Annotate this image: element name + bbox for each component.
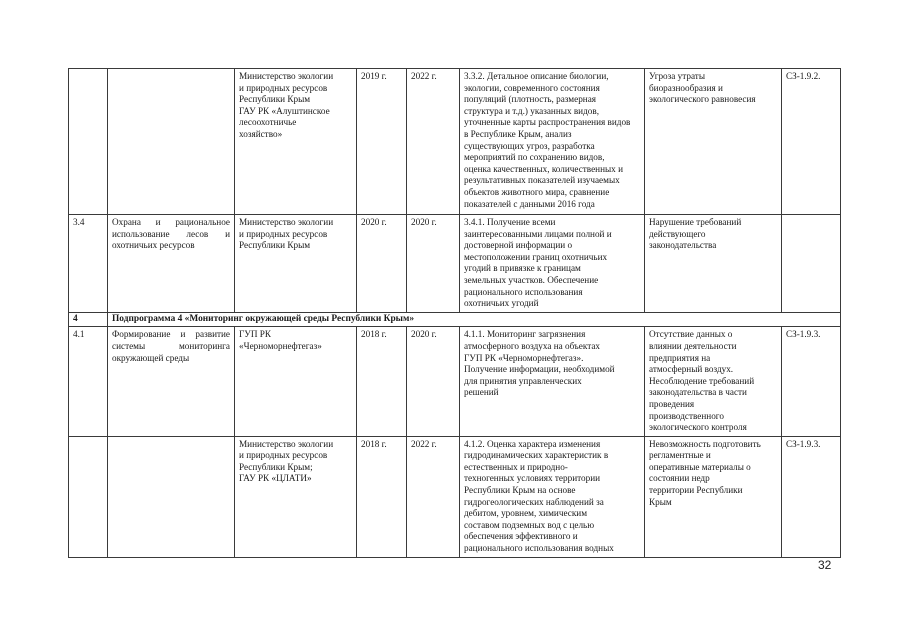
program-table — [68, 68, 841, 558]
end-year: 2020 г. — [407, 215, 460, 313]
activity-name — [108, 69, 235, 215]
expected-result: 3.4.1. Получение всеми заинтересованными лицами полной и достоверной информации о местоположении границ охотничьих угодий в привязке к границам земельных участков. Обеспечение рационального использования охотничьих угодий — [460, 215, 645, 313]
expected-result: 3.3.2. Детальное описание биологии, экологии, современного состояния популяций (плотность, размерная структура и т.д.) указанных видов, уточненные карты распространения видов в Республике Крым, анализ существующих угроз, разработка мероприятий по сохранению видов, оценка качественных, количественных и результативных показателей изучаемых объектов животного мира, сравнение показателей с данными 2016 года — [460, 69, 645, 215]
link-code — [782, 215, 841, 313]
row-number — [69, 69, 108, 215]
expected-result: 4.1.1. Мониторинг загрязнения атмосферного воздуха на объектах ГУП РК «Черноморнефтегаз». Получение информации, необходимой для принятия управленческих решений — [460, 327, 645, 436]
table-row — [69, 436, 841, 557]
risk: Невозможность подготовить регламентные и оперативные материалы о состоянии недр территории Республики Крым — [645, 436, 782, 557]
table-row — [69, 69, 841, 215]
row-number — [69, 436, 108, 557]
table-row — [69, 215, 841, 313]
start-year: 2018 г. — [357, 327, 407, 436]
row-number: 4.1 — [69, 327, 108, 436]
section-number: 4 — [69, 312, 108, 327]
link-code: СЗ-1.9.2. — [782, 69, 841, 215]
executor: Министерство экологии и природных ресурсов Республики Крым; ГАУ РК «ЦЛАТИ» — [235, 436, 357, 557]
start-year: 2020 г. — [357, 215, 407, 313]
page-number: 32 — [818, 558, 832, 572]
activity-name — [108, 436, 235, 557]
row-number: 3.4 — [69, 215, 108, 313]
end-year: 2022 г. — [407, 436, 460, 557]
start-year: 2018 г. — [357, 436, 407, 557]
activity-name: Формирование и развитие системы мониторинга окружающей среды — [108, 327, 235, 436]
risk: Угроза утраты биоразнообразия и экологического равновесия — [645, 69, 782, 215]
risk: Нарушение требований действующего законодательства — [645, 215, 782, 313]
section-header-row — [69, 312, 841, 327]
activity-name: Охрана и рациональное использование лесов и охотничьих ресурсов — [108, 215, 235, 313]
executor: Министерство экологии и природных ресурсов Республики Крым — [235, 215, 357, 313]
link-code: СЗ-1.9.3. — [782, 327, 841, 436]
executor: Министерство экологии и природных ресурсов Республики Крым ГАУ РК «Алуштинское лесоохотничье хозяйство» — [235, 69, 357, 215]
expected-result: 4.1.2. Оценка характера изменения гидродинамических характеристик в естественных и природно- техногенных условиях территории Республики Крым на основе гидрогеологических наблюдений за дебитом, уровнем, химическим составом подземных вод с целью обеспечения эффективного и рационального использования водных — [460, 436, 645, 557]
end-year: 2022 г. — [407, 69, 460, 215]
section-title: Подпрограмма 4 «Мониторинг окружающей среды Республики Крым» — [108, 312, 841, 327]
risk: Отсутствие данных о влиянии деятельности предприятия на атмосферный воздух. Несоблюдение требований законодательства в части проведения производственного экологического контроля — [645, 327, 782, 436]
executor: ГУП РК «Черноморнефтегаз» — [235, 327, 357, 436]
start-year: 2019 г. — [357, 69, 407, 215]
link-code: СЗ-1.9.3. — [782, 436, 841, 557]
table-row — [69, 327, 841, 436]
end-year: 2020 г. — [407, 327, 460, 436]
